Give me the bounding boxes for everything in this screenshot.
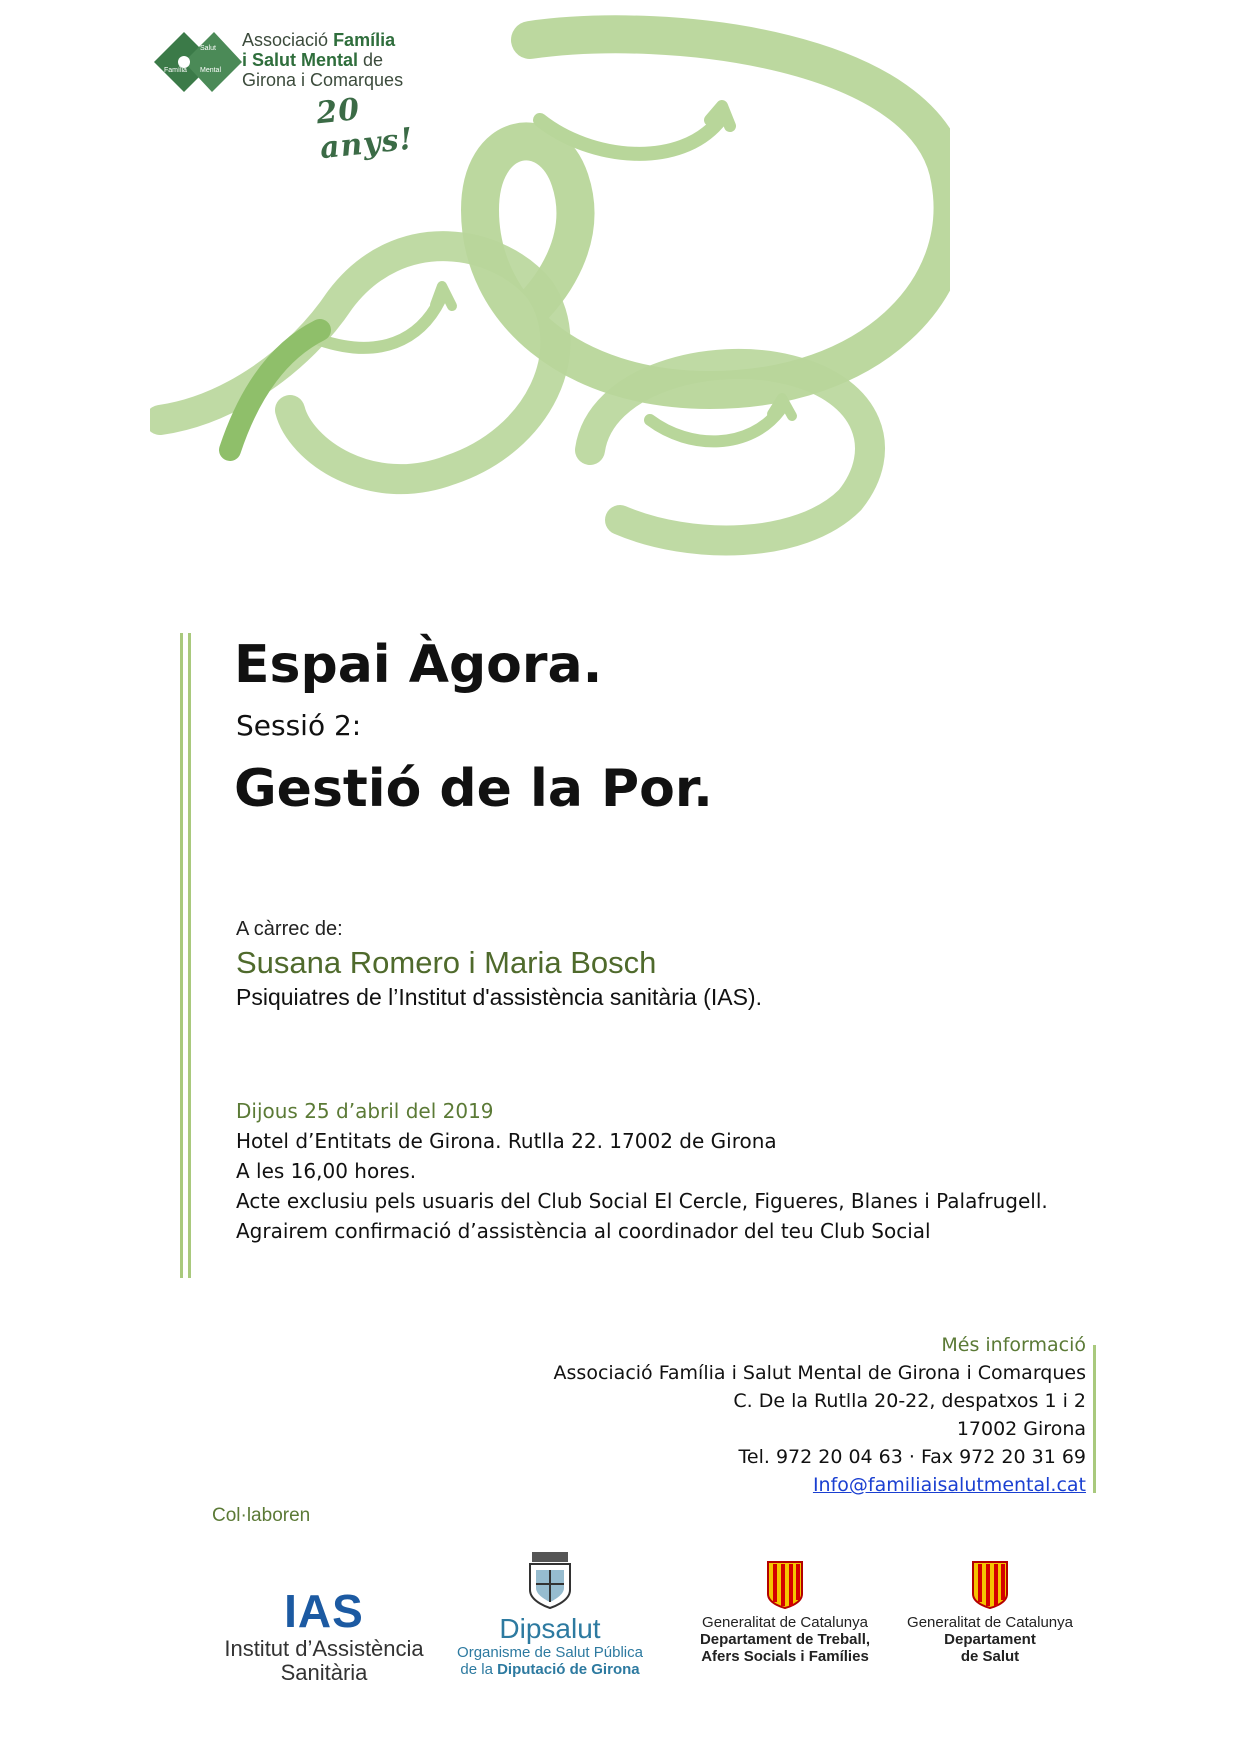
contact-info xyxy=(554,1331,1086,1499)
contact-address: C. De la Rutlla 20-22, despatxos 1 i 2 xyxy=(733,1390,1086,1412)
contact-phone: Tel. 972 20 04 63 · Fax 972 20 31 69 xyxy=(738,1446,1086,1468)
speakers-role: Psiquiatres de l’Institut d'assistència sanitària (IAS). xyxy=(236,984,762,1010)
event-topic: Gestió de la Por. xyxy=(234,759,713,819)
event-date: Dijous 25 d’abril del 2019 xyxy=(236,1099,494,1123)
contact-city: 17002 Girona xyxy=(956,1418,1086,1440)
gen2-dept-line1: Departament xyxy=(944,1631,1036,1648)
speakers-label: A càrrec de: xyxy=(236,918,343,940)
contact-org: Associació Família i Salut Mental de Girona i Comarques xyxy=(553,1362,1086,1384)
ias-mark: IAS xyxy=(284,1585,364,1637)
gen1-dept-line1: Departament de Treball, xyxy=(699,1631,871,1648)
accent-bar-left xyxy=(180,633,183,1278)
contact-email-link[interactable]: Info@familiaisalutmental.cat xyxy=(812,1474,1086,1496)
event-details xyxy=(236,1096,1048,1246)
senyera-icon xyxy=(971,1560,1009,1610)
logo-line1: Associació xyxy=(242,30,329,50)
logo-puzzle-word: Família xyxy=(164,67,187,74)
logo-line1-strong: Família xyxy=(333,30,396,50)
diputacio-emblem-icon xyxy=(522,1550,578,1610)
gen1-dept-line2: Afers Socials i Famílies xyxy=(701,1648,869,1665)
ias-logo xyxy=(214,1585,434,1685)
dipsalut-logo xyxy=(450,1550,650,1678)
event-session: Sessió 2: xyxy=(236,709,362,742)
event-venue: Hotel d’Entitats de Girona. Rutlla 22. 17002 de Girona xyxy=(236,1129,777,1153)
anniversary-badge: 20 anys! xyxy=(314,91,416,167)
ias-line1: Institut d’Assistència xyxy=(224,1636,424,1661)
logo-puzzle-word: Mental xyxy=(200,67,222,74)
dipsalut-line2-strong: Diputació de Girona xyxy=(497,1661,640,1678)
accent-bar-right xyxy=(1093,1345,1096,1493)
senyera-icon xyxy=(766,1560,804,1610)
gen2-name: Generalitat de Catalunya xyxy=(907,1614,1073,1631)
speakers-names: Susana Romero i Maria Bosch xyxy=(236,945,657,980)
dipsalut-name: Dipsalut xyxy=(499,1613,601,1644)
gen1-name: Generalitat de Catalunya xyxy=(702,1614,868,1631)
event-time: A les 16,00 hores. xyxy=(236,1159,417,1183)
accent-bar-left-inner xyxy=(188,633,191,1278)
logo-line2: de xyxy=(363,50,384,70)
decorative-swirl-illustration xyxy=(150,10,950,610)
dipsalut-line2-pre: de la xyxy=(460,1661,493,1678)
event-title: Espai Àgora. xyxy=(234,635,603,695)
logo-line2-strong: i Salut Mental xyxy=(242,50,359,70)
logo-line3: Girona i Comarques xyxy=(242,70,404,90)
logo-puzzle-word: Salut xyxy=(200,45,216,52)
event-rsvp: Agrairem confirmació d’assistència al coordinador del teu Club Social xyxy=(236,1219,931,1243)
gen2-dept-line2: de Salut xyxy=(960,1648,1020,1665)
collaborators-label: Col·laboren xyxy=(212,1505,311,1526)
event-audience: Acte exclusiu pels usuaris del Club Social El Cercle, Figueres, Blanes i Palafrugell. xyxy=(236,1189,1048,1213)
more-info-heading: Més informació xyxy=(941,1334,1086,1356)
ias-line2: Sanitària xyxy=(280,1660,368,1685)
generalitat-treball-logo xyxy=(685,1560,885,1665)
dipsalut-line1: Organisme de Salut Pública xyxy=(457,1644,643,1661)
generalitat-salut-logo xyxy=(895,1560,1085,1665)
